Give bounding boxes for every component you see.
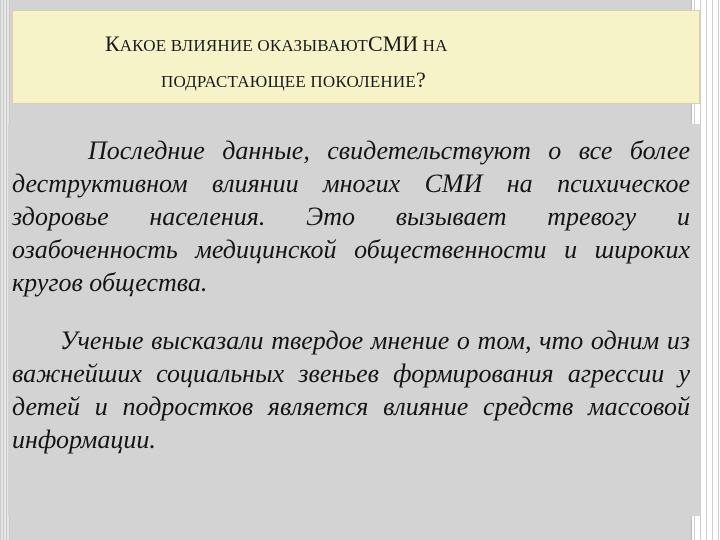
title-line2-text: ПОДРАСТАЮЩЕЕ ПОКОЛЕНИЕ: [161, 72, 416, 91]
paragraph-2: Ученые высказали твердое мнение о том, что одним из важнейших социальных звеньев формирования агрессии у детей и подростков является влияние средств массовой информации.: [12, 326, 690, 454]
title-line-2: [13, 67, 699, 93]
title-line-1: [13, 31, 699, 57]
title-line1-text: АКОЕ ВЛИЯНИЕ ОКАЗЫВАЮТ: [119, 36, 369, 55]
title-line1-end: НА: [418, 36, 448, 55]
title-question-mark: ?: [415, 67, 426, 92]
title-initial-letter: К: [105, 31, 120, 56]
title-smi: СМИ: [368, 31, 419, 56]
paragraph-1: Последние данные, свидетельствуют о все более деструктивном влиянии многих СМИ на психическое здоровье населения. Это вызывает тревогу и озабоченность медицинской общественности и широких кругов общества.: [12, 136, 690, 297]
body-box: [8, 124, 700, 516]
title-box: [12, 10, 700, 104]
